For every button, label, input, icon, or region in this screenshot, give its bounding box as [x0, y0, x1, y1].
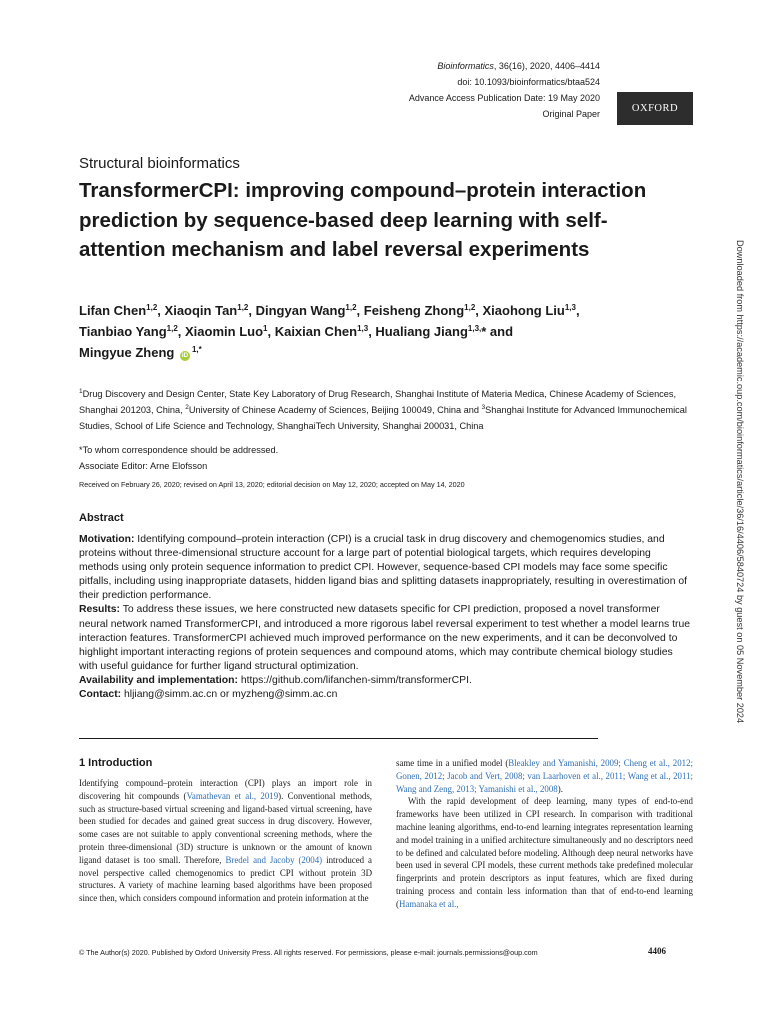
- author: Tianbiao Yang: [79, 324, 167, 339]
- author: Mingyue Zheng: [79, 345, 175, 360]
- author: Lifan Chen: [79, 303, 147, 318]
- author-affil-sup: 1,2: [345, 303, 357, 312]
- motivation-text: Identifying compound–protein interaction (CPI) is a crucial task in drug discovery and chemogenomics studies, and proteins without three-dimensional structure account for a large part of potential biological targets, which requires developing methods using only protein sequence information to predict CPI. However, sequence-based CPI models may face some specific pitfalls, including using inappropriate datasets, hidden ligand bias and splitting datasets inappropriately, resulting in overestimation of their prediction performance.: [79, 534, 688, 602]
- section-label: Structural bioinformatics: [79, 155, 240, 172]
- contact-emails[interactable]: hljiang@simm.ac.cn or myzheng@simm.ac.cn: [121, 689, 338, 701]
- author-list: [79, 300, 699, 363]
- author-affil-sup: 1,3,: [467, 324, 482, 333]
- abstract-results: [79, 603, 691, 673]
- journal-header: [409, 58, 600, 122]
- contact-label: Contact:: [79, 689, 122, 701]
- author-affil-sup: 1,3: [357, 324, 369, 333]
- abstract-motivation: [79, 533, 691, 603]
- intro-paragraph: [79, 777, 372, 905]
- author-sep: ,: [368, 324, 376, 339]
- affiliation: University of Chinese Academy of Sciences, Beijing 100049, China and: [188, 405, 482, 415]
- affil-sup: 2: [185, 404, 189, 411]
- author-sep: ,: [356, 303, 364, 318]
- abstract-body: [79, 533, 691, 702]
- intro-paragraph: [396, 795, 693, 910]
- affiliation: Drug Discovery and Design Center, State Key Laboratory of Drug Research, Shanghai Institute of Materia Medica, Chinese Academy of Sciences, Shanghai 201203, China,: [79, 389, 677, 415]
- author: Xiaoqin Tan: [164, 303, 238, 318]
- author: Xiaohong Liu: [482, 303, 565, 318]
- author: Xiaomin Luo: [185, 324, 264, 339]
- author-affil-sup: 1,3: [564, 303, 576, 312]
- affiliations: [79, 386, 699, 434]
- author-sep: ,: [475, 303, 483, 318]
- oxford-logo: OXFORD: [617, 92, 693, 125]
- abstract-availability: [79, 674, 691, 688]
- copyright-footer: © The Author(s) 2020. Published by Oxford University Press. All rights reserved. For permissions, please e-mail: journals.permissions@oup.com: [79, 948, 538, 957]
- abstract-heading: Abstract: [79, 512, 124, 524]
- author-affil-sup: 1,2: [166, 324, 178, 333]
- abstract-divider: [79, 738, 598, 739]
- intro-text: ).: [557, 783, 563, 794]
- author-affil-sup: 1,2: [146, 303, 158, 312]
- availability-link[interactable]: https://github.com/lifanchen-simm/transformerCPI.: [237, 674, 472, 686]
- download-watermark: [729, 240, 747, 800]
- correspondence-block: [79, 442, 699, 474]
- author: Feisheng Zhong: [363, 303, 465, 318]
- page-number: 4406: [648, 946, 666, 956]
- download-note: Downloaded from https://academic.oup.com/bioinformatics/article/36/16/4406/5840724 by guest on 05 November 2024: [735, 240, 745, 724]
- intro-text: Identifying compound–protein interaction (CPI) plays an import role in discovering hit compounds (: [79, 778, 372, 801]
- author-sep: ,: [267, 324, 275, 339]
- intro-text: With the rapid development of deep learning, many types of end-to-end frameworks have been utilized in CPI research. In comparison with traditional machine leaning algorithms, end-to-end learning integrates representation learning and model training in a unified architecture simultaneously and no descriptors need to be defined and calculated before modeling. Although deep neural networks have been used in several CPI models, these current methods take predefined molecular fingerprints and protein descriptors as input features, which are fixed during training process and contain less information than that of end-to-end learning (: [396, 796, 693, 909]
- author-sep: * and: [481, 324, 514, 339]
- paper-type: Original Paper: [542, 109, 600, 119]
- author-sep: ,: [248, 303, 256, 318]
- citation-link[interactable]: Bredel and Jacoby (2004): [225, 854, 323, 865]
- associate-editor: Associate Editor: Arne Elofsson: [79, 461, 208, 471]
- affil-sup: 3: [481, 404, 486, 411]
- citation-link[interactable]: Vamathevan et al., 2019: [186, 790, 279, 801]
- doi[interactable]: doi: 10.1093/bioinformatics/btaa524: [457, 77, 600, 87]
- author-affil-sup: 1,2: [237, 303, 249, 312]
- correspondence-note: *To whom correspondence should be addressed.: [79, 445, 279, 455]
- intro-text: same time in a unified model (: [396, 758, 509, 768]
- author-affil-sup: 1,2: [464, 303, 476, 312]
- author: Hualiang Jiang: [375, 324, 468, 339]
- author: Dingyan Wang: [255, 303, 346, 318]
- affil-sup: 1: [79, 388, 83, 395]
- journal-citation: , 36(16), 2020, 4406–4414: [493, 61, 600, 71]
- intro-paragraph: [396, 757, 693, 795]
- received-dates: Received on February 26, 2020; revised on April 13, 2020; editorial decision on May 12, 2020; accepted on May 14, 2020: [79, 480, 465, 489]
- author-affil-sup: 1,*: [191, 345, 202, 354]
- intro-left-column: [79, 777, 372, 905]
- intro-right-column: [396, 757, 693, 911]
- access-date: Advance Access Publication Date: 19 May 2020: [408, 93, 600, 103]
- author-affil-sup: 1: [263, 324, 268, 333]
- results-text: To address these issues, we here constructed new datasets specific for CPI prediction, proposed a novel transformer neural network named TransformerCPI, and introduced a more rigorous label reversal experiment to test whether a model learns true interaction features. TransformerCPI achieved much improved performance on the new experiments, and it can be deconvolved to highlight important interacting regions of protein sequences and compound atoms, which may contribute chemical biology studies with useful guidance for further ligand structural optimization.: [79, 604, 691, 672]
- motivation-label: Motivation:: [79, 534, 135, 545]
- intro-text: ). Conventional methods, such as structure-based virtual screening and ligand-based virtual screening, have been studied for decades and gained great success in drug discovery. However, some cases are not suitable to apply conventional screening methods, where the protein three-dimensional (3D) structure is unknown or the amount of known ligand dataset is too small. Therefore,: [79, 790, 373, 865]
- orcid-icon[interactable]: iD: [181, 352, 189, 359]
- abstract-contact: [79, 688, 691, 702]
- intro-heading: 1 Introduction: [79, 757, 153, 769]
- paper-title: TransformerCPI: improving compound–protein interaction prediction by sequence-based deep learning with self-attention mechanism and label reversal experiments: [79, 179, 647, 261]
- author-sep: ,: [177, 324, 186, 339]
- author-sep: ,: [157, 303, 165, 318]
- availability-label: Availability and implementation:: [79, 674, 238, 686]
- author-sep: ,: [575, 303, 580, 318]
- intro-text: introduced a novel perspective called chemogenomics to predict CPI without protein 3D structures. A variety of machine learning based algorithms have been proposed since then, which considers compound information and protein information at the: [79, 854, 372, 904]
- citation-link[interactable]: Bleakley and Yamanishi, 2009; Cheng et al., 2012; Gonen, 2012; Jacob and Vert, 2008; van Laarhoven et al., 2011; Wang et al., 2011; Wang and Zeng, 2013; Yamanishi et al., 2008: [396, 758, 693, 794]
- affiliation: Shanghai Institute for Advanced Immunochemical Studies, School of Life Science and Technology, ShanghaiTech University, Shanghai 200031, China: [79, 405, 687, 431]
- results-label: Results:: [79, 604, 120, 616]
- author: Kaixian Chen: [274, 324, 358, 339]
- citation-link[interactable]: Hamanaka et al.,: [398, 898, 459, 909]
- journal-name: Bioinformatics: [437, 61, 494, 71]
